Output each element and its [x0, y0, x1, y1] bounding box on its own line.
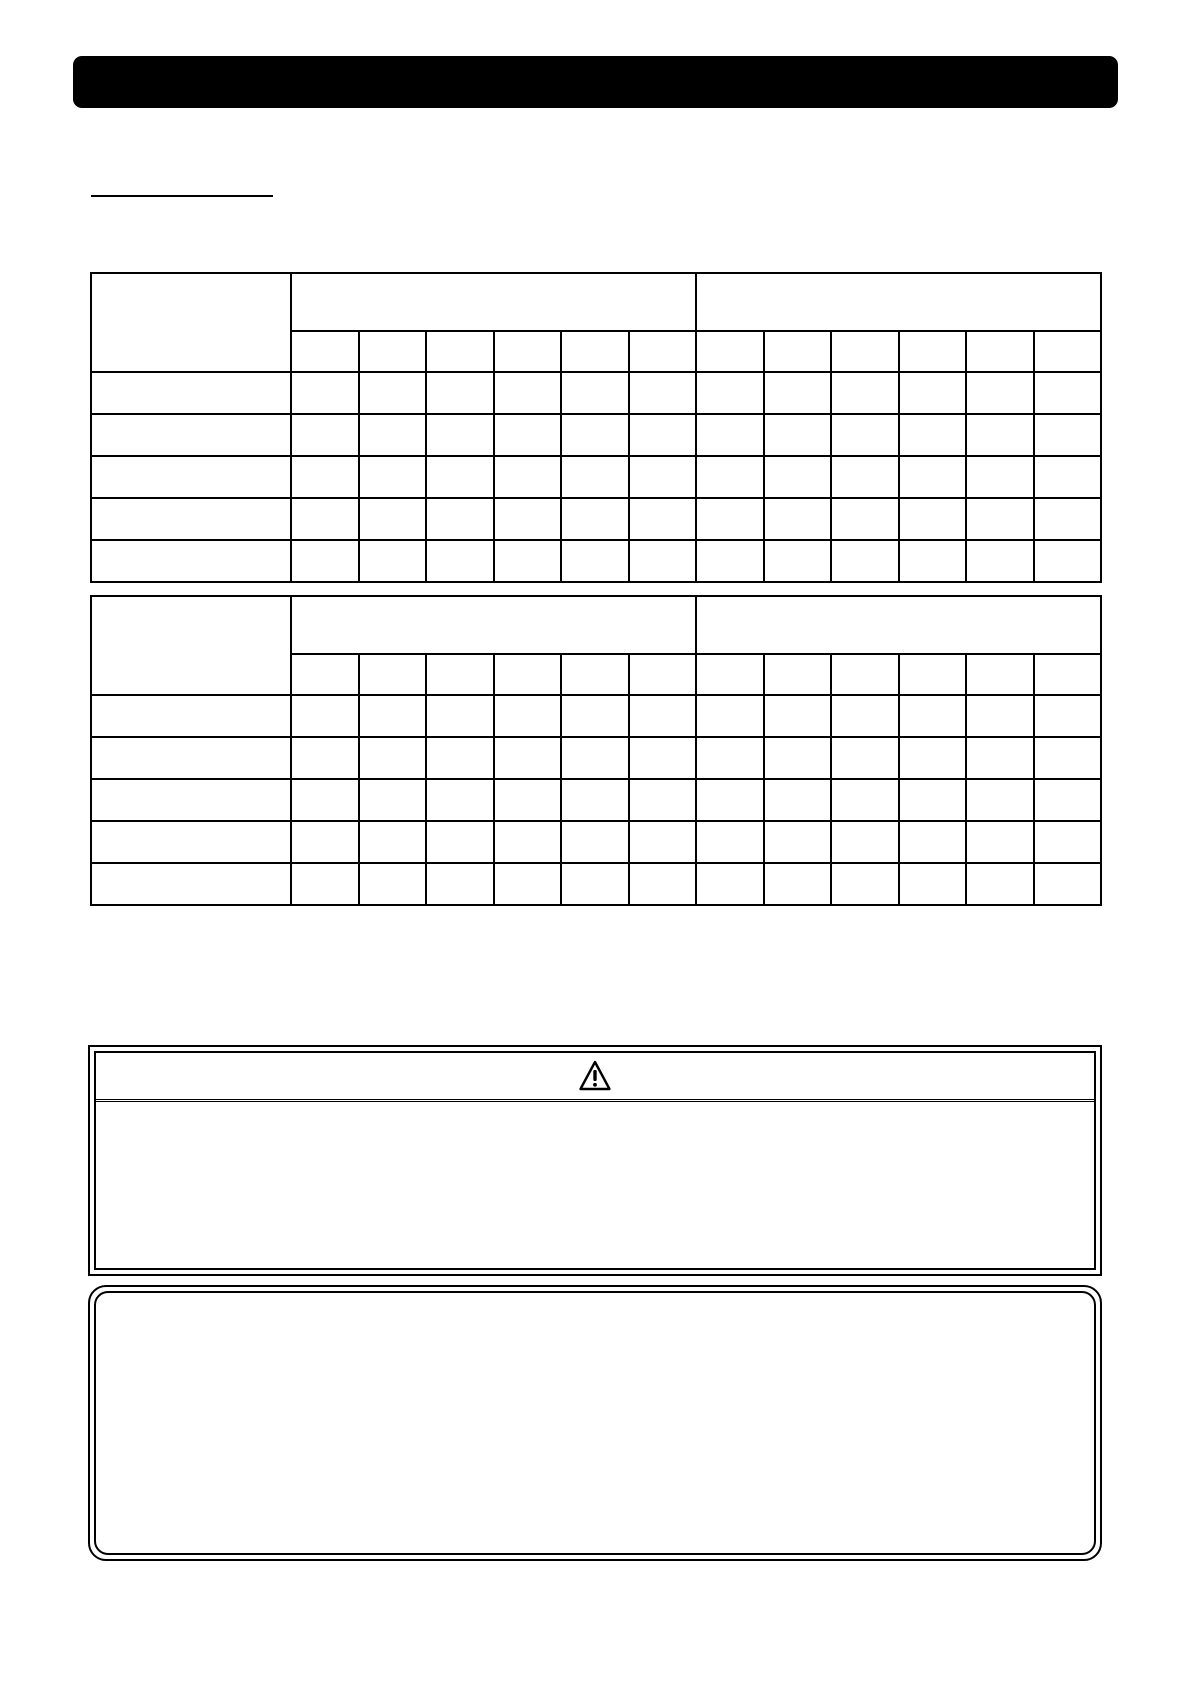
table-sub-header — [494, 654, 562, 695]
table-cell — [1034, 695, 1102, 737]
table-cell — [966, 737, 1034, 779]
caution-text — [108, 1111, 1082, 1258]
table-cell — [764, 414, 832, 456]
table-row-label — [91, 456, 291, 498]
table-cell — [426, 498, 494, 540]
table-cell — [966, 779, 1034, 821]
table-cell — [291, 779, 359, 821]
table-cell — [764, 695, 832, 737]
note-frame — [94, 1291, 1096, 1555]
table-row-label — [91, 821, 291, 863]
table-cell — [764, 779, 832, 821]
table-sub-header — [494, 331, 562, 372]
table-cell — [561, 540, 629, 582]
table-cell — [494, 456, 562, 498]
table-header-row — [91, 273, 1101, 331]
table-group-header — [291, 273, 696, 331]
spec-table-1 — [90, 272, 1102, 583]
table-cell — [696, 540, 764, 582]
table-cell — [899, 456, 967, 498]
table-cell — [764, 456, 832, 498]
table-cell — [629, 372, 697, 414]
table-cell — [1034, 779, 1102, 821]
table-cell — [291, 456, 359, 498]
table-cell — [359, 779, 427, 821]
table-cell — [899, 540, 967, 582]
table-cell — [831, 498, 899, 540]
table-row — [91, 540, 1101, 582]
table-cell — [426, 456, 494, 498]
table-cell — [426, 695, 494, 737]
table-cell — [359, 372, 427, 414]
table-row-label — [91, 498, 291, 540]
table-sub-header — [899, 331, 967, 372]
table-sub-header — [899, 654, 967, 695]
table-cell — [966, 695, 1034, 737]
table-cell — [561, 821, 629, 863]
table-sub-header — [966, 654, 1034, 695]
table-cell — [561, 779, 629, 821]
table-sub-header — [561, 654, 629, 695]
table-cell — [966, 540, 1034, 582]
table-cell — [1034, 863, 1102, 905]
table-corner-label — [91, 596, 291, 695]
table-cell — [966, 821, 1034, 863]
table-cell — [899, 695, 967, 737]
table-cell — [966, 372, 1034, 414]
table-cell — [1034, 414, 1102, 456]
table-sub-header — [426, 654, 494, 695]
table-cell — [494, 863, 562, 905]
caution-box — [88, 1045, 1102, 1276]
table-sub-header — [629, 331, 697, 372]
table-cell — [494, 372, 562, 414]
table-sub-header — [629, 654, 697, 695]
table-sub-header — [291, 654, 359, 695]
table-row-label — [91, 737, 291, 779]
table-row — [91, 821, 1101, 863]
table-cell — [831, 540, 899, 582]
table-sub-header — [291, 331, 359, 372]
table-cell — [561, 372, 629, 414]
table-cell — [494, 779, 562, 821]
table-cell — [629, 540, 697, 582]
table-cell — [359, 498, 427, 540]
table-corner-label — [91, 273, 291, 372]
table-sub-header — [561, 331, 629, 372]
table-cell — [899, 779, 967, 821]
table-sub-header — [831, 654, 899, 695]
table-cell — [291, 372, 359, 414]
table-cell — [899, 414, 967, 456]
table-cell — [764, 863, 832, 905]
table-cell — [629, 737, 697, 779]
table-cell — [561, 737, 629, 779]
table-cell — [629, 414, 697, 456]
table-cell — [1034, 737, 1102, 779]
note-box — [88, 1285, 1102, 1561]
table-cell — [561, 414, 629, 456]
table-row-label — [91, 414, 291, 456]
table-sub-header — [764, 654, 832, 695]
table-cell — [1034, 821, 1102, 863]
table-cell — [764, 498, 832, 540]
table-cell — [831, 372, 899, 414]
table-sub-header — [359, 331, 427, 372]
table-sub-header — [696, 654, 764, 695]
table-row — [91, 372, 1101, 414]
table-cell — [831, 414, 899, 456]
section-heading-underline — [91, 195, 273, 197]
table-cell — [831, 863, 899, 905]
table-cell — [696, 821, 764, 863]
table-row-label — [91, 540, 291, 582]
table-cell — [359, 456, 427, 498]
table-cell — [291, 414, 359, 456]
caution-header — [96, 1053, 1094, 1102]
table-cell — [764, 821, 832, 863]
table-group-header — [696, 273, 1101, 331]
table-cell — [966, 498, 1034, 540]
table-cell — [966, 414, 1034, 456]
table-cell — [899, 821, 967, 863]
table-cell — [831, 779, 899, 821]
table-row — [91, 863, 1101, 905]
table-cell — [291, 695, 359, 737]
table-cell — [561, 498, 629, 540]
table-cell — [696, 695, 764, 737]
table-sub-header — [1034, 331, 1102, 372]
table-cell — [831, 456, 899, 498]
table-cell — [359, 695, 427, 737]
table-sub-header — [1034, 654, 1102, 695]
table-cell — [1034, 498, 1102, 540]
table-cell — [494, 737, 562, 779]
table-cell — [899, 863, 967, 905]
table-group-header — [291, 596, 696, 654]
warning-triangle-icon — [578, 1059, 612, 1093]
table-cell — [494, 540, 562, 582]
spec-table-2 — [90, 595, 1102, 906]
table-cell — [426, 779, 494, 821]
table-cell — [696, 737, 764, 779]
table-row-label — [91, 779, 291, 821]
table-cell — [426, 414, 494, 456]
table-cell — [359, 737, 427, 779]
caution-frame — [94, 1051, 1096, 1270]
table-cell — [426, 540, 494, 582]
table-cell — [899, 737, 967, 779]
table-group-header — [696, 596, 1101, 654]
table-cell — [426, 863, 494, 905]
table-row — [91, 456, 1101, 498]
table-cell — [291, 821, 359, 863]
table-row — [91, 779, 1101, 821]
table-cell — [966, 863, 1034, 905]
table-cell — [764, 372, 832, 414]
table-row — [91, 737, 1101, 779]
table-cell — [494, 695, 562, 737]
table-sub-header — [359, 654, 427, 695]
table-cell — [291, 863, 359, 905]
table-cell — [561, 456, 629, 498]
table-row-label — [91, 372, 291, 414]
table-cell — [831, 695, 899, 737]
table-sub-header — [426, 331, 494, 372]
header-bar — [73, 56, 1118, 108]
table-cell — [1034, 372, 1102, 414]
table-row — [91, 414, 1101, 456]
table-cell — [359, 414, 427, 456]
table-cell — [359, 540, 427, 582]
table-cell — [561, 863, 629, 905]
table-cell — [359, 863, 427, 905]
table-cell — [696, 372, 764, 414]
table-header-row — [91, 596, 1101, 654]
table-cell — [831, 821, 899, 863]
table-row — [91, 498, 1101, 540]
table-cell — [764, 540, 832, 582]
table-cell — [899, 498, 967, 540]
table-cell — [629, 821, 697, 863]
table-cell — [831, 737, 899, 779]
table-cell — [764, 737, 832, 779]
table-cell — [426, 821, 494, 863]
table-cell — [359, 821, 427, 863]
table-sub-header — [966, 331, 1034, 372]
table-cell — [494, 821, 562, 863]
table-cell — [494, 414, 562, 456]
table-cell — [696, 456, 764, 498]
table-cell — [1034, 540, 1102, 582]
table-row — [91, 695, 1101, 737]
table-sub-header — [831, 331, 899, 372]
table-cell — [629, 695, 697, 737]
table-cell — [291, 540, 359, 582]
table-cell — [966, 456, 1034, 498]
table-cell — [899, 372, 967, 414]
table-cell — [696, 863, 764, 905]
table-cell — [696, 498, 764, 540]
table-cell — [629, 863, 697, 905]
table-sub-header — [696, 331, 764, 372]
table-cell — [426, 372, 494, 414]
table-cell — [629, 456, 697, 498]
note-text — [110, 1307, 1080, 1539]
table-cell — [561, 695, 629, 737]
table-cell — [1034, 456, 1102, 498]
table-cell — [494, 498, 562, 540]
table-cell — [291, 498, 359, 540]
table-row-label — [91, 695, 291, 737]
table-cell — [696, 414, 764, 456]
table-cell — [426, 737, 494, 779]
table-cell — [696, 779, 764, 821]
table-cell — [291, 737, 359, 779]
table-sub-header — [764, 331, 832, 372]
table-cell — [629, 498, 697, 540]
table-cell — [629, 779, 697, 821]
table-row-label — [91, 863, 291, 905]
